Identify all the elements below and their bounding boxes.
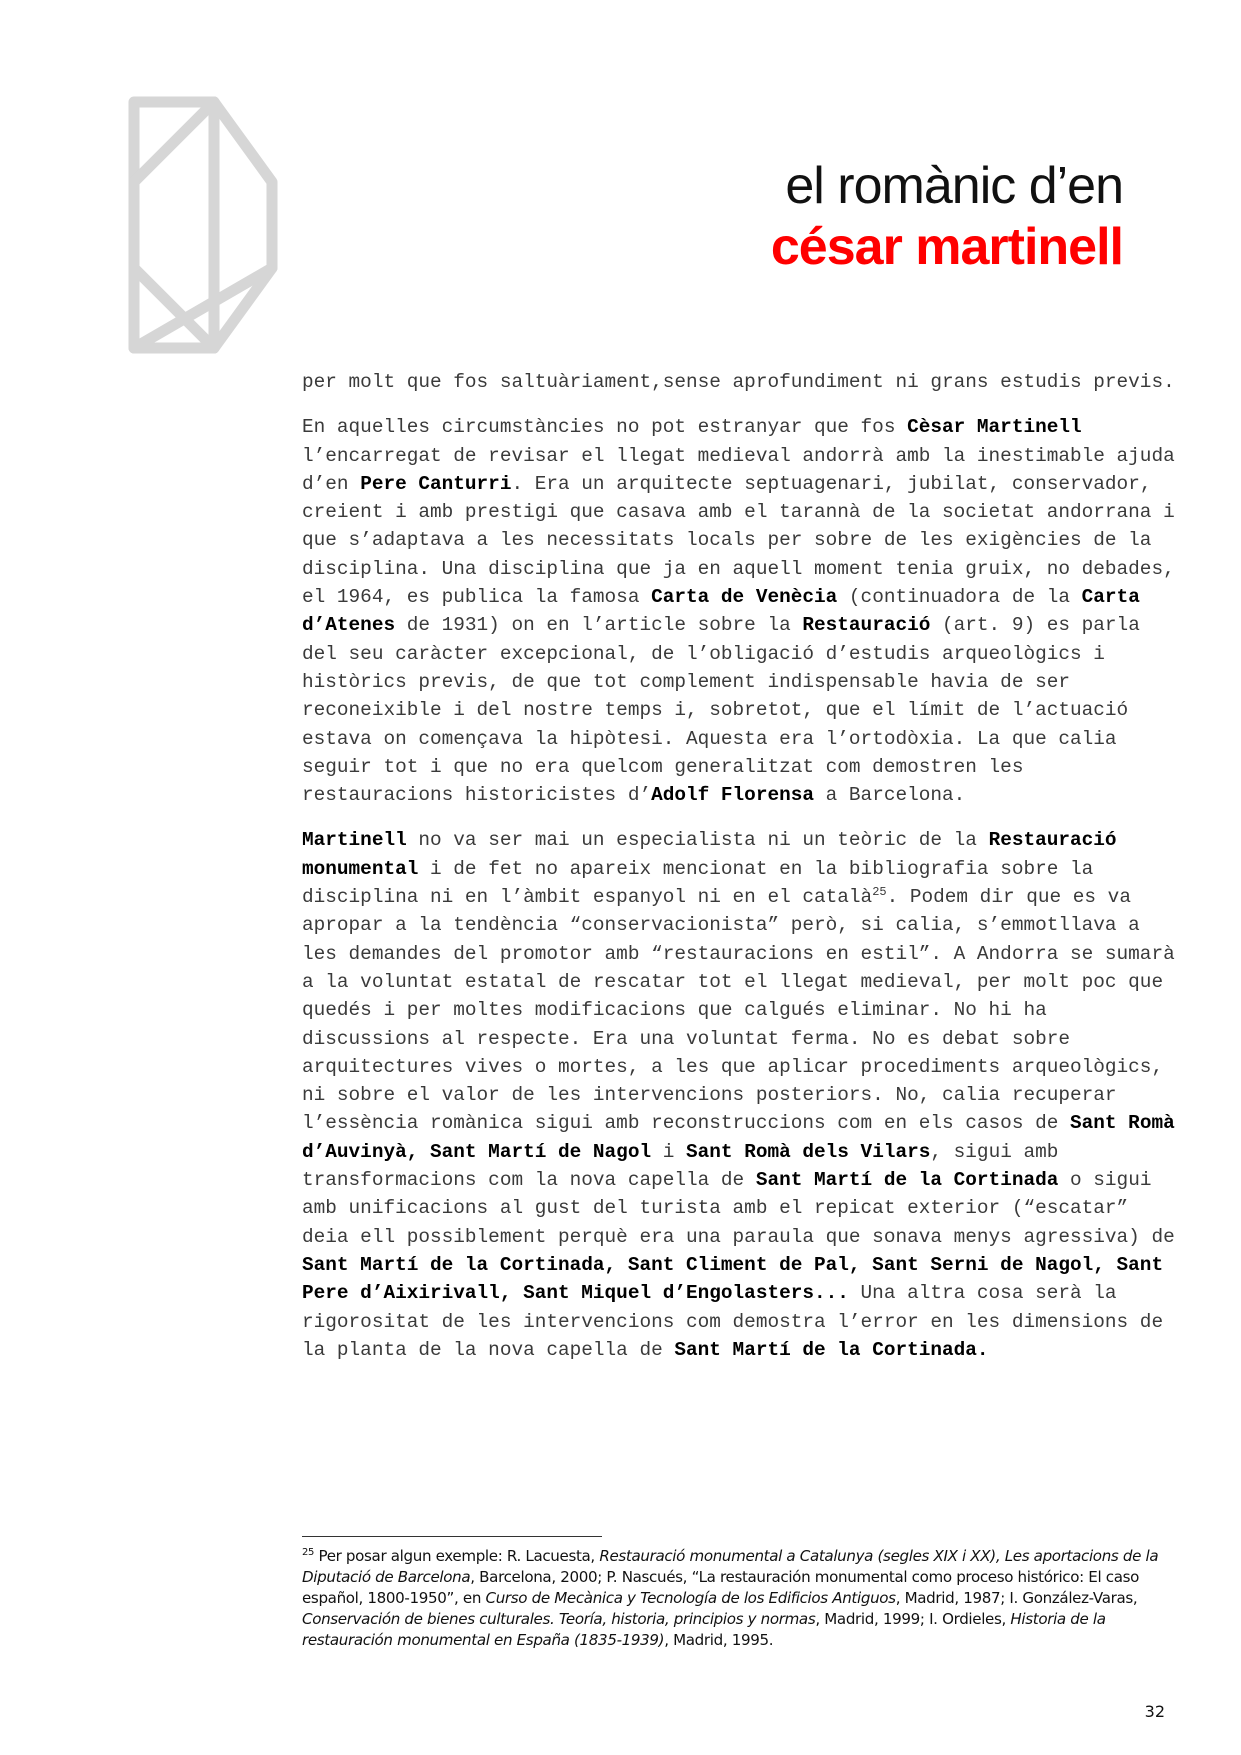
text-run: a Barcelona.: [814, 784, 966, 807]
bold-place: Sant Romà d’Auvinyà, Sant Martí de Nagol: [302, 1112, 1175, 1163]
italic-title: Historia de la restauración monumental en España (1835-1939): [302, 1610, 1106, 1649]
page-number: 32: [1144, 1702, 1165, 1721]
text-run: i: [651, 1140, 687, 1163]
text-run: , Barcelona, 2000; P. Nascués, “La restauración monumental como proceso histórico: El caso español, 1800-1950”, en: [302, 1568, 1140, 1607]
outline-hexagon-logo: [122, 90, 312, 370]
bold-place: Sant Romà dels Vilars: [686, 1140, 931, 1163]
text-run: l’encarregat de revisar el llegat medieval andorrà amb la inestimable ajuda d’en: [302, 444, 1175, 495]
italic-title: Conservación de bienes culturales. Teoría, historia, principios y normas: [302, 1610, 816, 1628]
text-run: (art. 9) es parla del seu caràcter excepcional, de l’obligació d’estudis arqueològics i històrics previs, de que tot complement indispensable havia de ser reconeixible i del nostre temps i, sobretot, que el límit de l’actuació estava on començava la hipòtesi. Aquesta era l’ortodòxia. La que calia seguir tot i que no era quelcom generalitzat com demostren les restauracions historicistes d’: [302, 614, 1140, 807]
bold-term: Restauració monumental: [302, 829, 1117, 880]
text-run: , Madrid, 1995.: [664, 1631, 774, 1649]
footnote-separator: [302, 1536, 602, 1537]
paragraph-1: per molt que fos saltuàriament,sense aprofundiment ni grans estudis previs.: [302, 371, 1175, 393]
body-text: [302, 368, 1182, 1381]
bold-name: Martinell: [302, 829, 407, 852]
bold-term: Carta d’Atenes: [302, 586, 1140, 637]
text-run: Una altra cosa serà la rigorositat de les intervencions com demostra l’error en les dimensions de la planta de la nova capella de: [302, 1282, 1164, 1361]
text-run: Per posar algun exemple: R. Lacuesta,: [314, 1547, 600, 1565]
bold-name: Cèsar Martinell: [907, 416, 1082, 439]
bold-name: Adolf Florensa: [651, 784, 815, 807]
italic-title: Restauració monumental a Catalunya (segles XIX i XX), Les aportacions de la Diputació de Barcelona: [302, 1547, 1159, 1586]
paragraph-3: [302, 826, 1182, 1364]
text-run: o sigui amb unificacions al gust del turista amb el repicat exterior (“escatar” deia ell possiblement perquè era una paraula que sonava menys agressiva) de: [302, 1169, 1175, 1248]
text-run: , Madrid, 1987; I. González-Varas,: [895, 1589, 1138, 1607]
title-line-2: césar martinell: [770, 218, 1123, 276]
bold-term: Restauració: [802, 614, 931, 637]
footnote-number: 25: [302, 1547, 315, 1558]
text-run: (continuadora de la: [837, 586, 1082, 609]
italic-title: Curso de Mecànica y Tecnología de los Edificios Antiguos: [485, 1589, 896, 1607]
text-run: . Podem dir que es va apropar a la tendència “conservacionista” però, si calia, s’emmotllava a les demandes del promotor amb “restauracions en estil”. A Andorra se sumarà a la voluntat estatal de rescatar tot el llegat medieval, per molt poc que quedés i per moltes modificacions que calgués eliminar. No hi ha discussions al respecte. Era una voluntat ferma. No es debat sobre arquitectures vives o mortes, a les que aplicar procediments arqueològics, ni sobre el valor de les intervencions posteriors. No, calia recuperar l’essència romànica sigui amb reconstruccions com en els casos de: [302, 886, 1175, 1135]
footnote-reference[interactable]: 25: [872, 885, 887, 900]
bold-place: Sant Martí de la Cortinada.: [674, 1338, 989, 1361]
text-run: no va ser mai un especialista ni un teòric de la: [406, 829, 989, 852]
text-run: , Madrid, 1999; I. Ordieles,: [815, 1610, 1011, 1628]
bold-place: Sant Martí de la Cortinada, Sant Climent de Pal, Sant Serni de Nagol, Sant Pere d’Aixirivall, Sant Miquel d’Engolasters...: [302, 1253, 1164, 1305]
paragraph-2: [302, 413, 1182, 809]
title-line-1: el romànic d’en: [785, 157, 1123, 215]
text-run: , sigui amb transformacions com la nova capella de: [302, 1140, 1059, 1192]
text-run: de 1931) on en l’article sobre la: [395, 614, 803, 637]
bold-name: Pere Canturri: [360, 472, 512, 495]
text-run: i de fet no apareix mencionat en la bibliografia sobre la disciplina ni en l’àmbit espanyol ni en el català: [302, 857, 1094, 909]
text-run: . Era un arquitecte septuagenari, jubilat, conservador, creient i amb prestigi que casava amb el tarannà de la societat andorrana i que s’adaptava a les necessitats locals per sobre de les exigències de la disciplina. Una disciplina que ja en aquell moment tenia gruix, no debades, el 1964, es publica la famosa: [302, 472, 1175, 609]
footnote: [302, 1546, 1182, 1651]
text-run: En aquelles circumstàncies no pot estranyar que fos: [302, 416, 908, 439]
bold-place: Sant Martí de la Cortinada: [755, 1169, 1059, 1192]
document-title: [770, 157, 1123, 276]
bold-term: Carta de Venècia: [651, 586, 838, 609]
